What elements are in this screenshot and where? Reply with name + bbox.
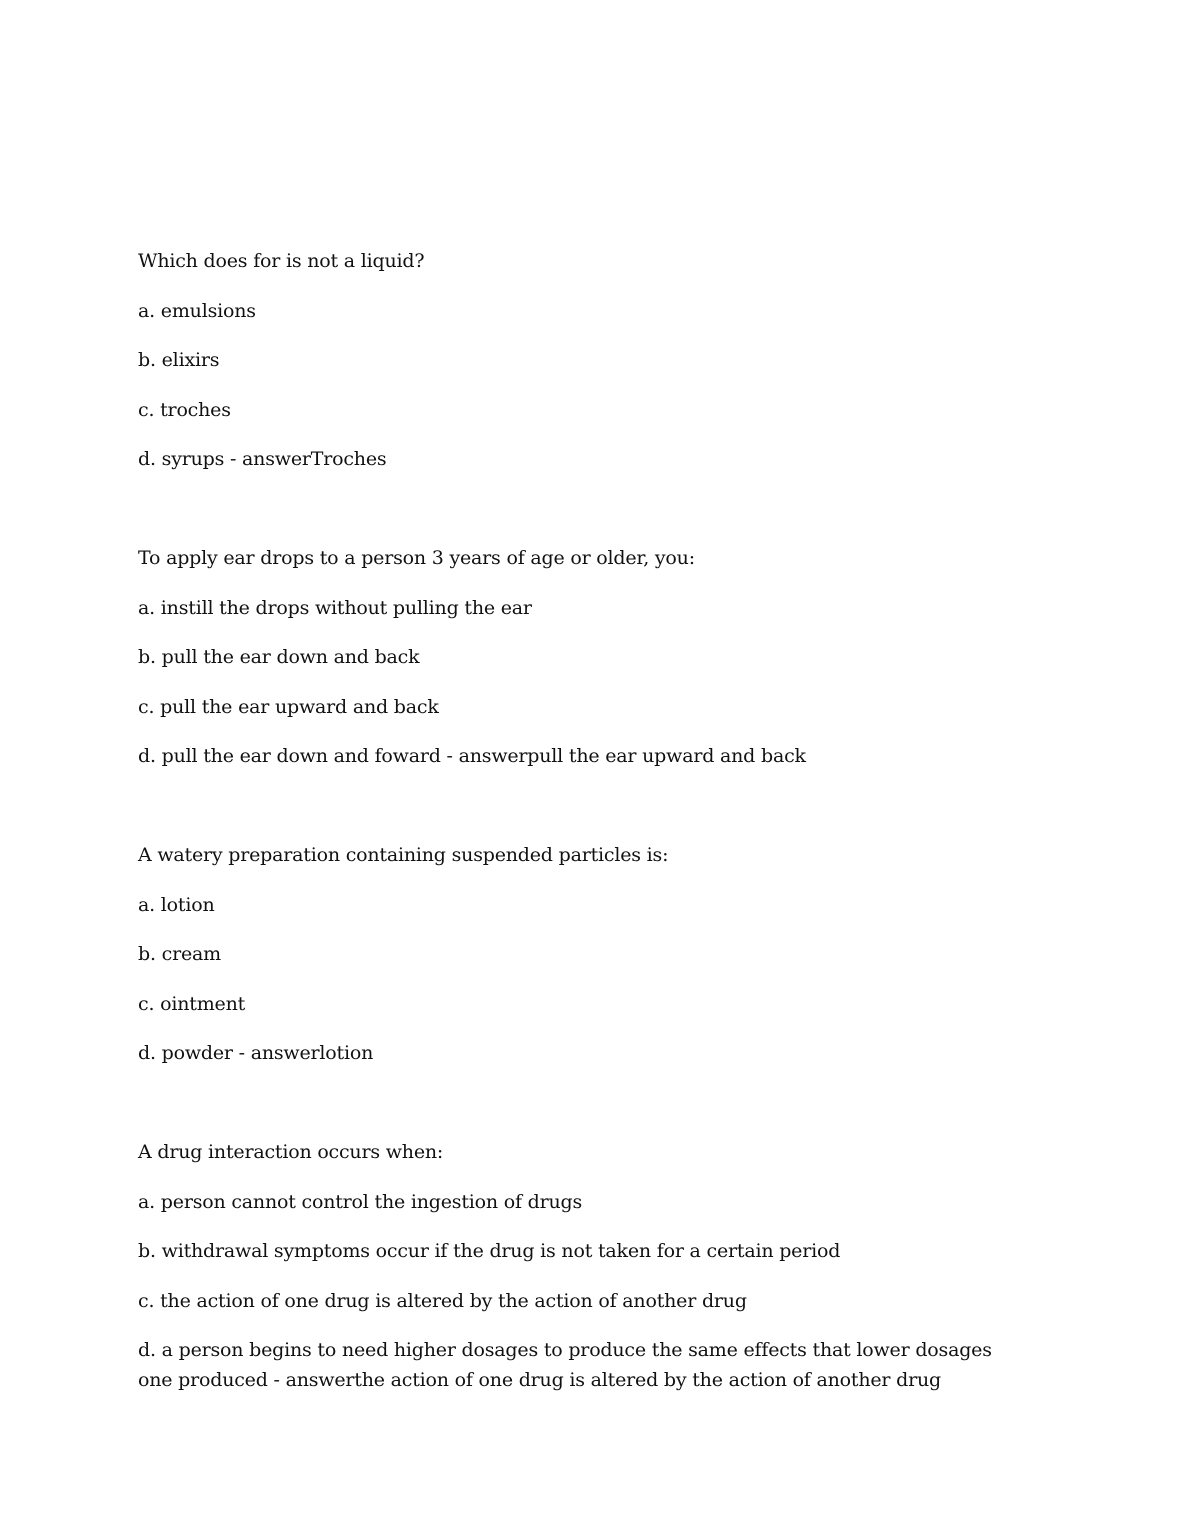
option-c: c. ointment xyxy=(138,992,246,1015)
option-d-with-answer: d. powder - answerlotion xyxy=(138,1042,374,1064)
question-stem: To apply ear drops to a person 3 years of age or older, you: xyxy=(138,547,695,569)
option-a: a. lotion xyxy=(138,893,215,916)
question-stem: A drug interaction occurs when: xyxy=(138,1141,444,1163)
option-b: b. elixirs xyxy=(138,349,220,371)
option-c: c. pull the ear upward and back xyxy=(138,695,439,718)
question-stem: A watery preparation containing suspended particles is: xyxy=(138,844,669,866)
question-block-2 xyxy=(138,543,1038,791)
option-a: a. emulsions xyxy=(138,299,256,322)
option-d-with-answer: d. syrups - answerTroches xyxy=(138,448,387,470)
question-block-1 xyxy=(138,246,1038,494)
question-block-4 xyxy=(138,1137,1038,1415)
question-block-3 xyxy=(138,840,1038,1088)
option-d-with-answer: d. a person begins to need higher dosages to produce the same effects that lower dosages one produced - answerthe action of one drug is altered by the action of another drug xyxy=(138,1339,992,1391)
option-b: b. withdrawal symptoms occur if the drug is not taken for a certain period xyxy=(138,1240,841,1262)
option-a: a. person cannot control the ingestion of drugs xyxy=(138,1190,583,1213)
option-b: b. cream xyxy=(138,943,221,965)
option-a: a. instill the drops without pulling the ear xyxy=(138,596,532,619)
question-stem: Which does for is not a liquid? xyxy=(138,250,425,272)
option-d-with-answer: d. pull the ear down and foward - answerpull the ear upward and back xyxy=(138,745,806,767)
option-c: c. troches xyxy=(138,398,231,421)
option-c: c. the action of one drug is altered by the action of another drug xyxy=(138,1289,747,1312)
option-b: b. pull the ear down and back xyxy=(138,646,420,668)
